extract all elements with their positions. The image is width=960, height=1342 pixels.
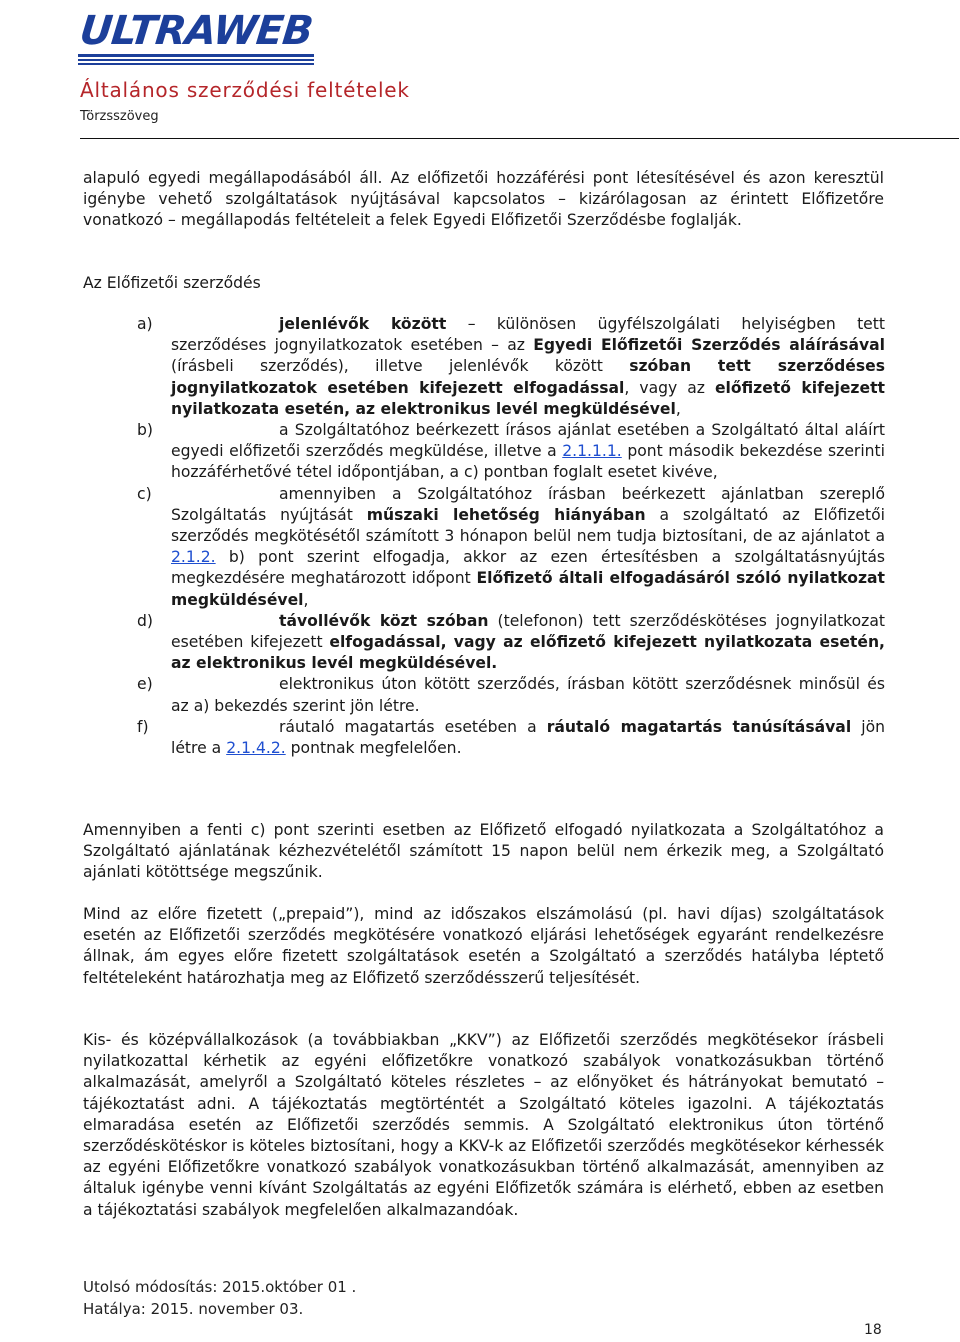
paragraph: Mind az előre fizetett („prepaid”), mind az időszakos elszámolású (pl. havi díjas) szolgáltatások esetén az Előfizetői szerződés megkötésére vonatkozó eljárási lehetőségek egyaránt rendelkezésre állnak, ám egyes előre fizetett szolgáltatások esetén a Szolgáltató a szerződés hatályba léptető feltételeként határozhatja meg az Előfizető szerződésszerű teljesítését. (83, 905, 884, 987)
contract-conditions-list (137, 314, 885, 759)
list-item-label: a) (137, 315, 153, 333)
list-item (137, 717, 885, 759)
logo: ULTRAWEB (77, 8, 315, 54)
list-item-text: a Szolgáltatóhoz beérkezett írásos ajánlat esetében a Szolgáltató által aláírt egyedi előfizetői szerződés megküldése, illetve a (171, 421, 885, 461)
list-item-text: (telefonon) tett szerződéskötéses jognyilatkozat esetében kifejezett (171, 611, 885, 652)
list-item (137, 420, 885, 484)
list-item-label: f) (137, 717, 149, 736)
list-item-text: a szolgáltató az Előfizetői szerződés megkötésétől számított 3 hónapon belül nem tudja biztosítani, de az ajánlatot a (171, 505, 885, 546)
list-item (137, 611, 885, 675)
list-item-text: , vagy az (624, 378, 715, 397)
list-item-text: elfogadással, vagy az előfizető kifejezett nyilatkozata esetén, az elektronikus levél megküldésével. (171, 633, 885, 673)
list-item-text: ráutaló magatartás esetében a (279, 717, 547, 736)
page-subtitle: Törzsszöveg (80, 109, 159, 124)
list-item (137, 674, 885, 716)
page-title: Általános szerződési feltételek (80, 78, 410, 102)
list-item-label: c) (137, 484, 152, 503)
list-item-text: műszaki lehetőség hiányában (366, 505, 646, 524)
list-item-text: előfizető kifejezett nyilatkozata esetén, az elektronikus levél megküldésével (171, 378, 885, 418)
list-item-text: Előfizető általi elfogadásáról szóló nyilatkozat megküldésével (171, 569, 885, 609)
effective-date: Hatálya: 2015. november 03. (83, 1300, 304, 1318)
list-item-text: jön létre a (171, 717, 886, 758)
list-item-text: (írásbeli szerződés), illetve jelenlévők között (171, 357, 630, 376)
list-item-text: ráutaló magatartás tanúsításával (546, 717, 852, 736)
list-item-label: e) (137, 675, 153, 694)
paragraph: Kis- és középvállalkozások (a továbbiakban „KKV”) az Előfizetői szerződés megkötésekor írásbeli nyilatkozattal kérhetik az egyéni előfizetőkre vonatkozó szabályok vonatkozásukban történő alkalmazását, amelyről a Szolgáltató köteles részletes – az előnyöket és hátrányokat bemutató – tájékoztatást adni. A tájékoztatás megtörténtét a Szolgáltató köteles igazolni. A tájékoztatás elmaradása esetén az Előfizetői szerződés semmis. A Szolgáltató elektronikus úton történő szerződéskötéskor is köteles biztosítani, hogy a KKV-k az Előfizetői szerződés megkötésekor kérhessék az egyéni Előfizetőkre vonatkozó szabályok vonatkozásukban történő alkalmazását, amennyiben az általuk igénybe venni kívánt Szolgáltatás az egyéni Előfizetők számára is elérhető, ebben az esetben a tájékoztatási szabályok megfelelően alkalmazandóak. (83, 1031, 884, 1219)
intro-paragraph: alapuló egyedi megállapodásából áll. Az előfizetői hozzáférési pont létesítésével és azon keresztül igénybe vehető szolgáltatások nyújtásával kapcsolatos – kizárólagosan az érintett Előfizetőre vonatkozó – megállapodás feltételeit a felek Egyedi Előfizetői Szerződésbe foglalják. (83, 169, 884, 230)
list-item-text: amennyiben a Szolgáltatóhoz írásban beérkezett ajánlatban szereplő Szolgáltatás nyújtását (171, 484, 885, 524)
list-item-text: pont második bekezdése szerinti hozzáférhetővé tétel időpontjában, a c) pontban foglalt esetet kivéve, (171, 442, 885, 482)
list-item-text: távollévők közt szóban (279, 611, 489, 630)
list-item-label: d) (137, 611, 153, 630)
list-item (137, 484, 885, 611)
list-item-text: Egyedi Előfizetői Szerződés aláírásával (533, 336, 885, 355)
section-reference-link[interactable]: 2.1.4.2. (226, 739, 286, 758)
list-item-text: pontnak megfelelően. (285, 739, 462, 758)
list-item-text: jelenlévők között (279, 315, 447, 333)
logo-stripes (78, 54, 314, 66)
section-reference-link[interactable]: 2.1.1.1. (562, 442, 622, 461)
section-reference-link[interactable]: 2.1.2. (171, 548, 216, 567)
paragraph: Amennyiben a fenti c) pont szerinti esetben az Előfizető elfogadó nyilatkozata a Szolgáltatóhoz a Szolgáltató ajánlatának kézhezvételétől számított 15 napon belül nem érkezik meg, a Szolgáltató ajánlati kötöttsége megszűnik. (83, 821, 884, 882)
list-item-text: szóban tett szerződéses jognyilatkozatok esetében kifejezett elfogadással (171, 357, 885, 397)
section-heading: Az Előfizetői szerződés (83, 274, 261, 292)
list-item-text: , (303, 590, 309, 609)
list-item (137, 314, 885, 420)
list-item-text: – különösen ügyfélszolgálati helyiségben tett szerződéses jognyilatkozatok esetében – az (171, 315, 886, 355)
list-item-label: b) (137, 421, 153, 440)
list-item-text: , (675, 399, 681, 418)
page-number: 18 (864, 1322, 882, 1338)
last-modified: Utolsó módosítás: 2015.október 01 . (83, 1278, 357, 1296)
list-item-text: elektronikus úton kötött szerződés, írásban kötött szerződésnek minősül és az a) bekezdés szerint jön létre. (171, 675, 885, 715)
list-item-text: b) pont szerint elfogadja, akkor az ezen értesítésben a szolgáltatásnyújtás megkezdésére meghatározott időpont (171, 548, 885, 588)
header-divider (80, 138, 959, 139)
